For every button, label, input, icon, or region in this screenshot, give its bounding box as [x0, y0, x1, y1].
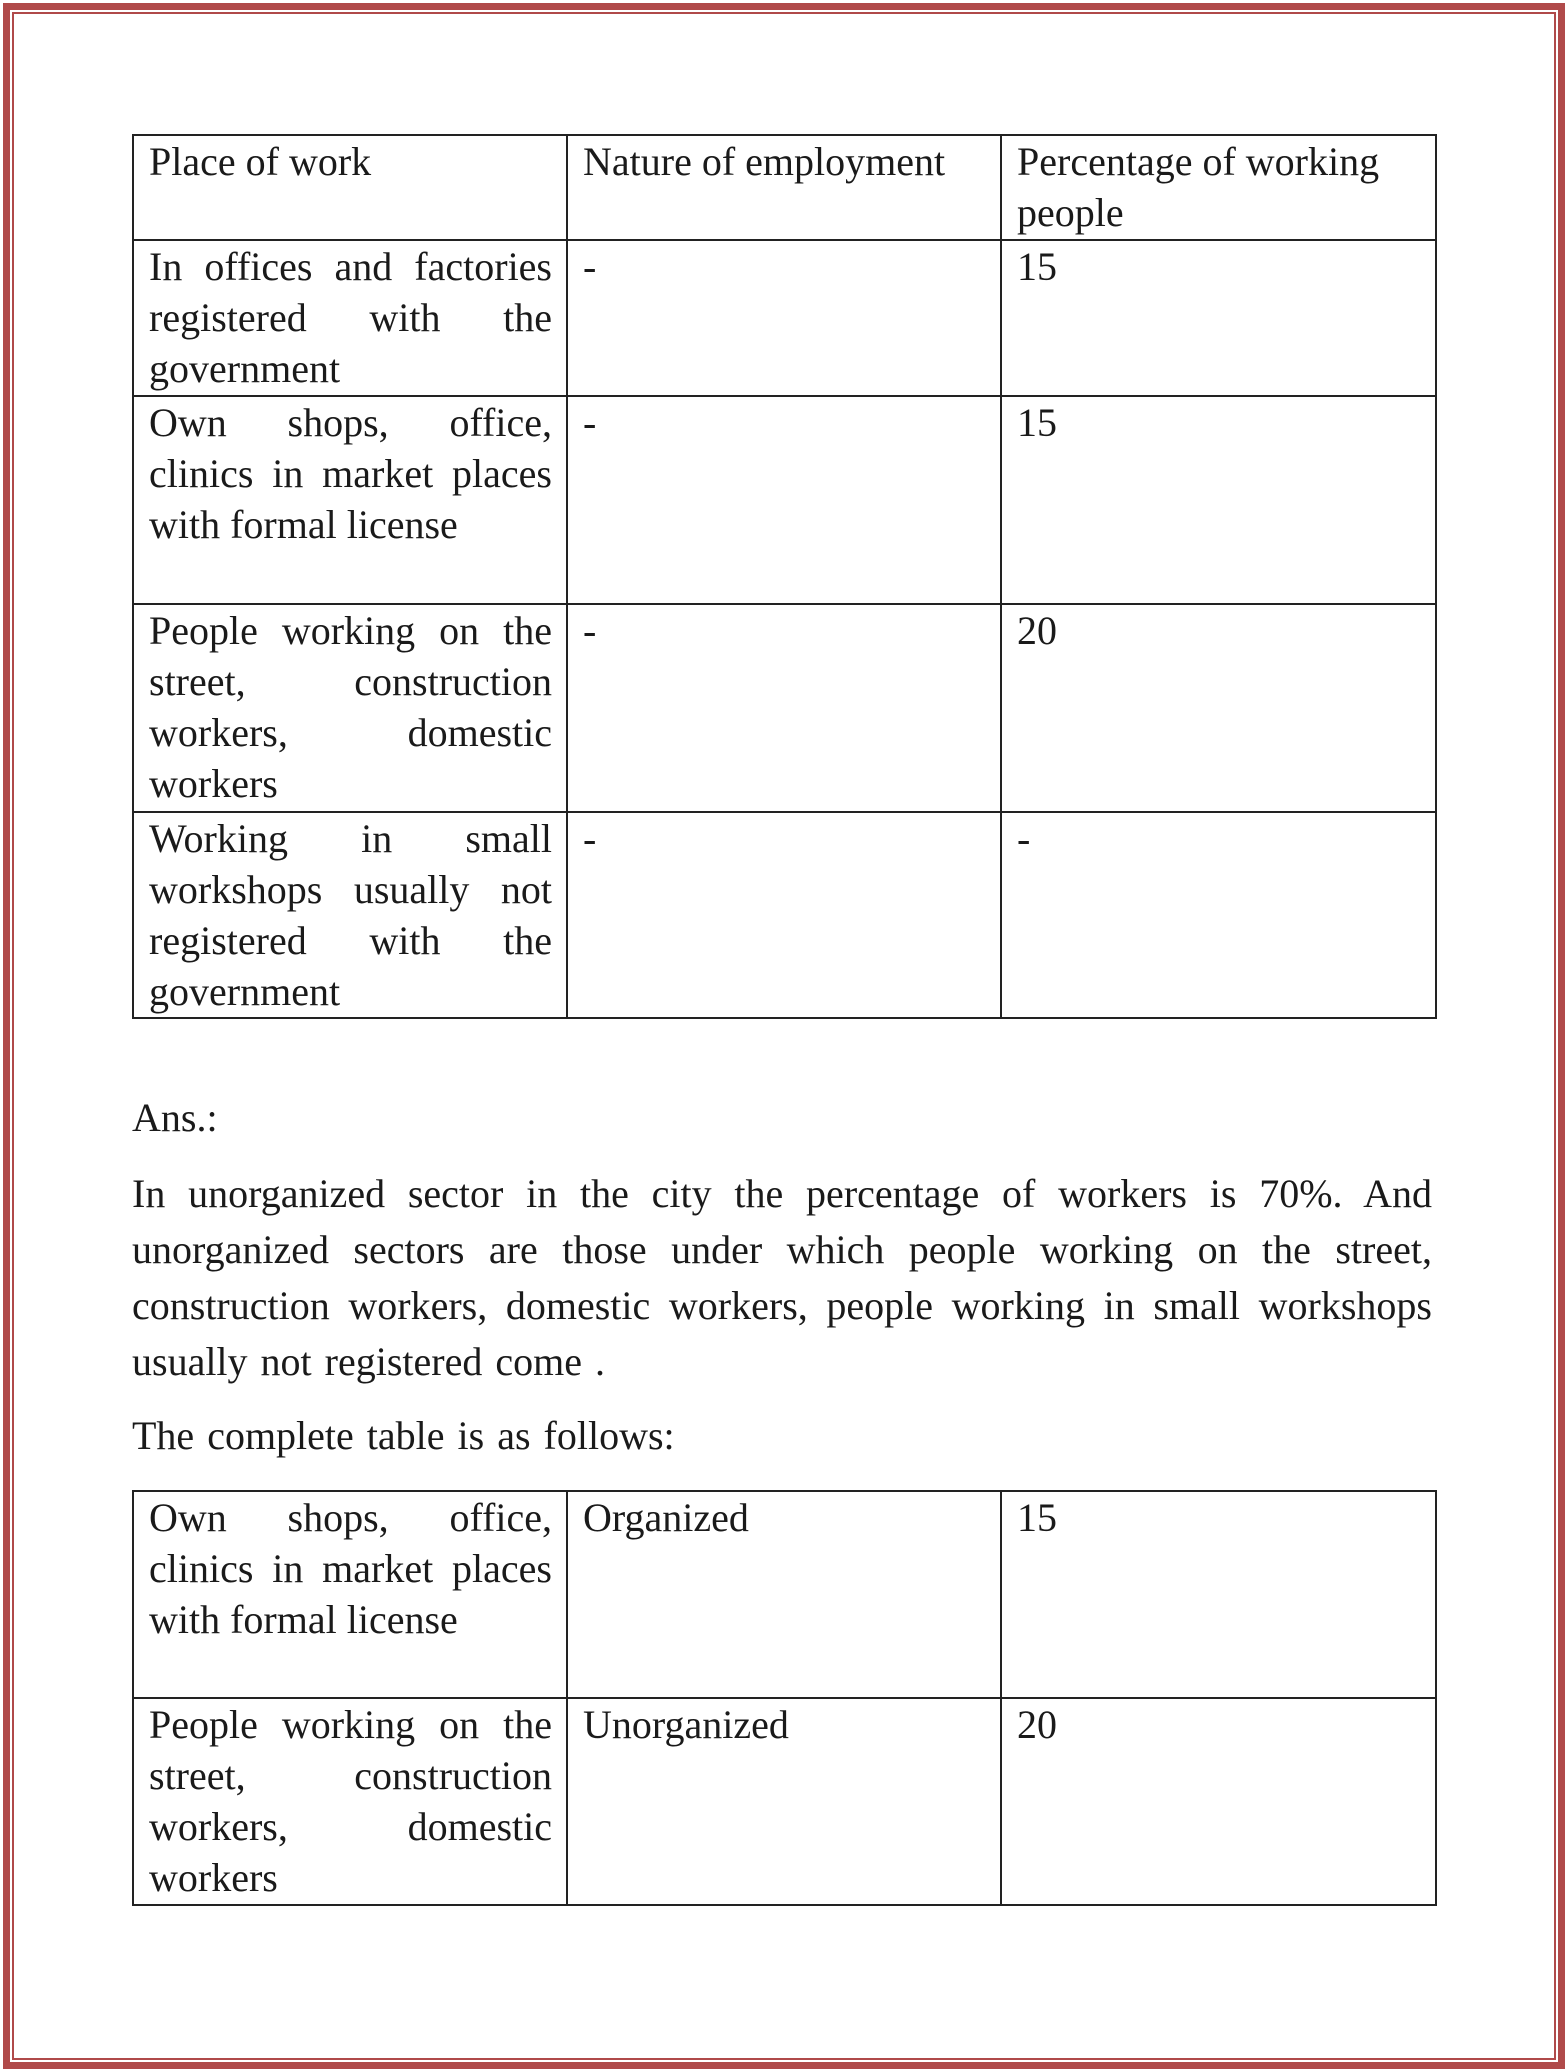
table-row: [133, 604, 1436, 812]
nature-cell: Unorganized: [567, 1698, 1001, 1905]
header-place-of-work: Place of work: [133, 135, 567, 240]
percentage-cell: 20: [1001, 1698, 1436, 1905]
answer-paragraph: In unorganized sector in the city the percentage of workers is 70%. And unorganized sectors are those under which people working on the street, construction workers, domestic workers, people working in small workshops usually not registered come .: [132, 1171, 1432, 1384]
nature-cell: Organized: [567, 1491, 1001, 1698]
percentage-cell: 20: [1001, 604, 1436, 812]
header-percentage: Percentage of working people: [1001, 135, 1436, 240]
percentage-cell: 15: [1001, 396, 1436, 604]
table-row: [133, 396, 1436, 604]
place-cell: Own shops, office, clinics in market places with formal license: [133, 396, 567, 604]
nature-cell: -: [567, 812, 1001, 1018]
place-cell: In offices and factories registered with the government: [133, 240, 567, 396]
employment-table: [132, 134, 1437, 1019]
nature-cell: -: [567, 604, 1001, 812]
complete-employment-table: [132, 1490, 1437, 1906]
header-nature-of-employment: Nature of employment: [567, 135, 1001, 240]
nature-cell: -: [567, 396, 1001, 604]
percentage-cell: -: [1001, 812, 1436, 1018]
nature-cell: -: [567, 240, 1001, 396]
place-cell: People working on the street, construction workers, domestic workers: [133, 604, 567, 812]
table-header-row: [133, 135, 1436, 240]
table-row: [133, 1698, 1436, 1905]
place-cell: People working on the street, construction workers, domestic workers: [133, 1698, 567, 1905]
place-cell: Own shops, office, clinics in market places with formal license: [133, 1491, 567, 1698]
table-row: [133, 812, 1436, 1018]
answer-label: Ans.:: [132, 1095, 218, 1140]
table-row: [133, 240, 1436, 396]
percentage-cell: 15: [1001, 240, 1436, 396]
place-cell: Working in small workshops usually not registered with the government: [133, 812, 567, 1018]
table-row: [133, 1491, 1436, 1698]
percentage-cell: 15: [1001, 1491, 1436, 1698]
complete-table-intro: The complete table is as follows:: [132, 1413, 675, 1458]
